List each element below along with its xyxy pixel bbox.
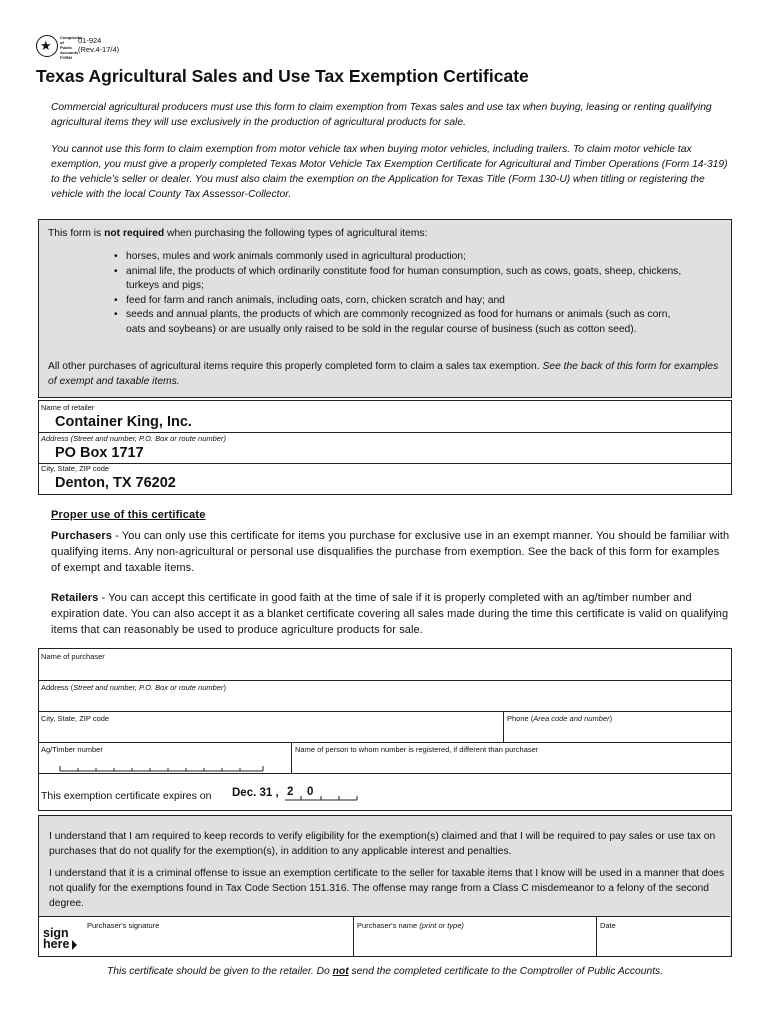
purchasers-paragraph: Purchasers - You can only use this certificate for items you purchase for exclusive use in an exempt manner. You should be familiar with qualifying items. Any non-agricultural or personal use disqualifies the purchase from exemption. See the back of this form for examples of exempt and taxable items. xyxy=(51,530,730,574)
retailer-name-value[interactable]: Container King, Inc. xyxy=(55,414,192,430)
signature-field[interactable] xyxy=(83,931,351,953)
retailer-box xyxy=(38,400,732,495)
printed-name-label: Purchaser's name (print or type) xyxy=(357,921,464,930)
intro-paragraph-1: Commercial agricultural producers must use this form to claim exemption from Texas sales and use tax when buying, leasing or renting qualifying agricultural items they will use exclusively in the production of agricultural products for sale. xyxy=(51,102,712,128)
expires-year-field[interactable] xyxy=(285,784,359,802)
declaration-paragraph-2: I understand that it is a criminal offense to issue an exemption certificate to the seller for taxable items that I know will be used in a manner that does not qualify for the exemptions found in Tax Code Section 151.316. The offense may range from a Class C misdemeanor to a felony of the second degree. xyxy=(49,868,725,909)
purchaser-address-field[interactable] xyxy=(39,694,729,710)
date-field[interactable] xyxy=(598,931,728,953)
intro-paragraph-2: You cannot use this form to claim exemption from motor vehicle tax when buying motor vehicles, including trailers. To claim motor vehicle tax exemption, you must give a properly completed Texas Motor Vehicle Tax Exemption Certificate for Agricultural and Timber Operations (Form 14-319) to the vehicle’s seller or dealer. You must also claim the exemption on the Application for Texas Title (Form 130-U) when titling or registering the vehicle with the local County Tax Assessor-Collector. xyxy=(51,144,728,200)
not-required-list xyxy=(114,250,689,337)
purchaser-box xyxy=(38,648,732,811)
expires-label: This exemption certificate expires on xyxy=(41,790,212,802)
purchaser-city-field[interactable] xyxy=(39,725,501,741)
retailers-paragraph: Retailers - You can accept this certificate in good faith at the time of sale if it is properly completed with an ag/timber number and expiration date. You can also accept it as a blanket certificate covering all sales made during the time this certificate is valid on qualifying items that can reasonably be used to produce agriculture products for sale. xyxy=(51,592,729,636)
proper-use-heading: Proper use of this certificate xyxy=(51,509,206,521)
not-required-closing: All other purchases of agricultural items require this properly completed form to claim a sales tax exemption. See the back of this form for examples of exempt and taxable items. xyxy=(48,361,719,387)
page-title: Texas Agricultural Sales and Use Tax Exemption Certificate xyxy=(36,66,529,86)
purchaser-city-label: City, State, ZIP code xyxy=(41,714,110,723)
registered-name-label: Name of person to whom number is registered, if different than purchaser xyxy=(295,745,539,754)
not-required-box xyxy=(38,219,732,398)
year-digit: 0 xyxy=(307,786,314,798)
purchaser-address-label: Address (Street and number, P.O. Box or route number) xyxy=(41,683,226,692)
year-underline xyxy=(285,784,359,802)
list-item: • horses, mules and work animals commonly used in agricultural production; xyxy=(114,250,689,265)
sign-here-marker: sign here xyxy=(43,926,70,951)
registered-name-field[interactable] xyxy=(293,756,729,772)
retailer-address-value[interactable]: PO Box 1717 xyxy=(55,445,144,461)
declaration-paragraph-1: I understand that I am required to keep records to verify eligibility for the exemption(s) claimed and that I will be required to pay sales or use tax on purchases that do not qualify for the exemption(s), in addition to any applicable interest and penalties. xyxy=(49,829,725,859)
retailer-city-label: City, State, ZIP code xyxy=(41,464,110,473)
agtimber-number-label: Ag/Timber number xyxy=(41,745,103,754)
purchaser-name-field[interactable] xyxy=(39,663,729,679)
comptroller-seal-icon xyxy=(36,35,58,57)
purchaser-phone-label: Phone (Area code and number) xyxy=(507,714,613,723)
purchaser-name-label: Name of purchaser xyxy=(41,652,105,661)
retailer-city-value[interactable]: Denton, TX 76202 xyxy=(55,475,176,491)
not-required-lead: This form is not required when purchasing the following types of agricultural items: xyxy=(48,228,428,239)
list-item: • seeds and annual plants, the products of which are commonly recognized as food for humans or animals (such as corn, oats and soybeans) or are usually only raised to be sold in the regular course of business (such as cotton seed). xyxy=(114,308,689,337)
list-item: • feed for farm and ranch animals, including oats, corn, chicken scratch and hay; and xyxy=(114,294,689,309)
retailer-address-label: Address (Street and number, P.O. Box or route number) xyxy=(41,434,226,443)
expires-date: Dec. 31 , xyxy=(232,787,279,799)
printed-name-field[interactable] xyxy=(355,931,593,953)
signature-label: Purchaser's signature xyxy=(87,921,160,930)
declaration-box xyxy=(38,815,732,957)
agency-name: Comptroller of Public Accounts FORM xyxy=(60,35,83,60)
date-label: Date xyxy=(600,921,616,930)
footer-note: This certificate should be given to the retailer. Do not send the completed certificate to the Comptroller of Public Accounts. xyxy=(106,966,664,977)
purchaser-phone-field[interactable] xyxy=(505,725,729,741)
list-item: • animal life, the products of which ordinarily constitute food for human consumption, such as cows, goats, sheep, chickens, turkeys and pigs; xyxy=(114,265,689,294)
form-number: 01-924 (Rev.4-17/4) xyxy=(78,36,120,54)
sign-arrow-icon xyxy=(72,940,77,950)
retailer-name-label: Name of retailer xyxy=(41,403,95,412)
signature-row xyxy=(39,916,730,956)
year-digit: 2 xyxy=(287,786,294,798)
